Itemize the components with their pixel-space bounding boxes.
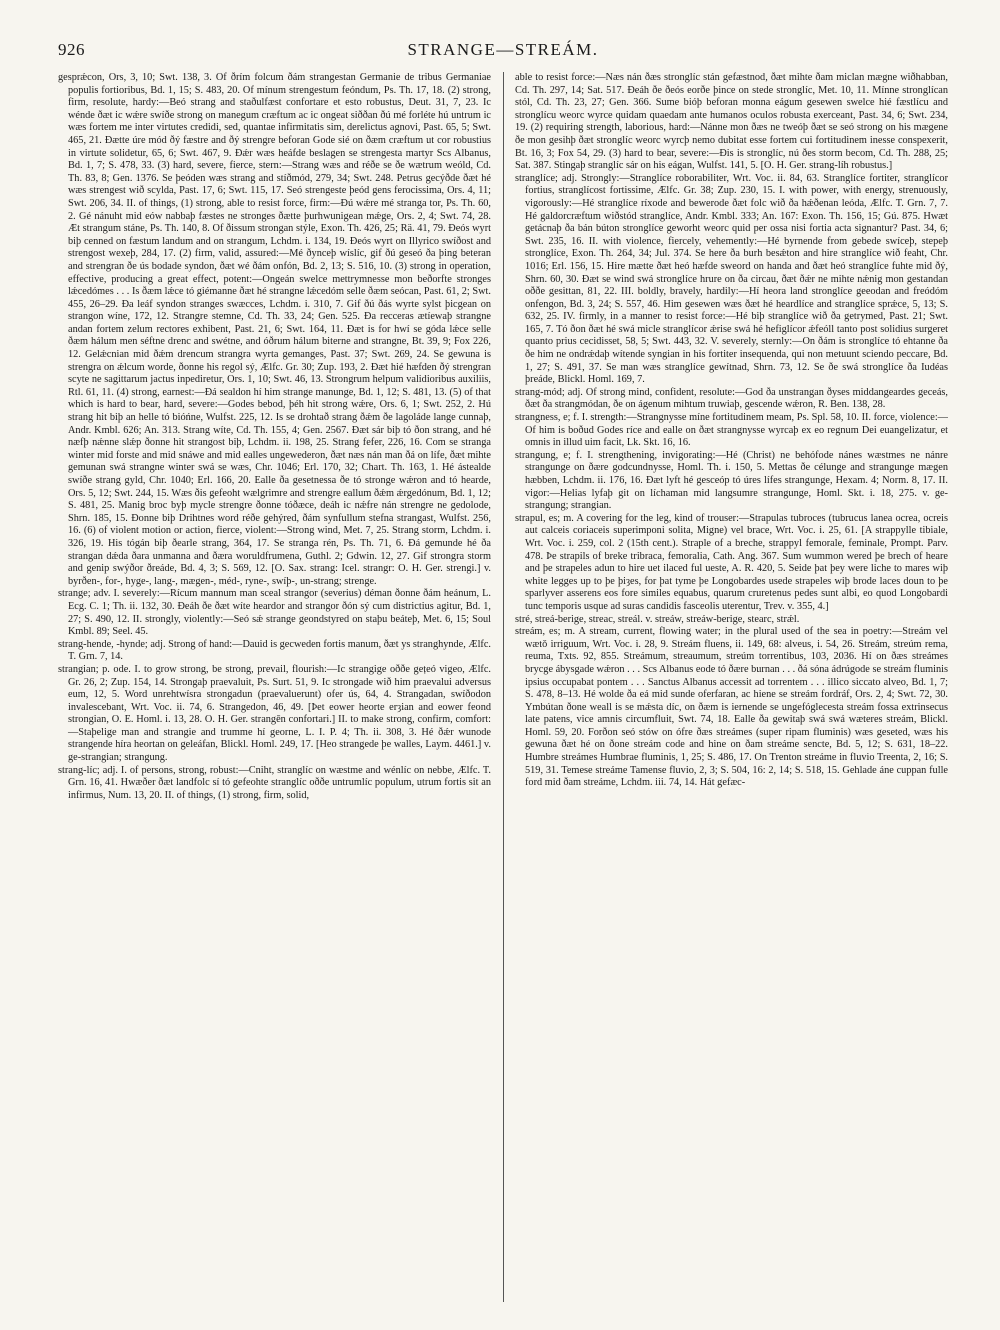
- entry-strang-hende: strang-hende, -hynde; adj. Strong of hand:—Dauid is gecweden fortis manum, ðæt ys stranghynde, Ælfc. T. Grn. 7, 14.: [58, 638, 491, 663]
- entry-strapul: strapul, es; m. A covering for the leg, kind of trouser:—Strapulas tubroces (tubrucus lanea ocrea, ocreis aut calceis coriaceis superimponi solita, Migne) vel brace, Wrt. Voc. i. 25, 61. [A strappylle tibiale, Wrt. Voc. i. 259, col. 2 (15th cent.). Straple of a breche, strappyl femorale, feminale, Prompt. Parv. 478. Þe strapils of breke tribraca, femoralia, Cath. Ang. 367. Sum wummon wered þe brech of heare and þe strapeles adun to hire uet ilaced ful ueste, A. R. 420, 5. Seide þat þey were liche to mares wiþ white legges up to þe þiȝes, for þat tyme þe Longobardes usede strapeles wiþ brode laces doun to þe sparlyver asserens eos fore similes equabus, quarum cruretenus pedes sunt albi, eo quod Longobardi tunc temporis usque ad suras candidis fasceolis uterentur, Trev. v. 355, 4.]: [515, 512, 948, 612]
- page-number: 926: [58, 40, 85, 59]
- column-divider: [503, 72, 504, 1302]
- entry-strang-lic: strang-líc; adj. I. of persons, strong, robust:—Cniht, stranglíc on wæstme and wénlíc on nebbe, Ælfc. T. Grn. 16, 41. Hwæðer ðæt landfolc sí tó gefeohte stranglíc oððe untrumlíc populum, utrum fortis sit an infirmus, Num. 13, 20. II. of things, (1) strong, firm, solid,: [58, 764, 491, 801]
- page-header: [58, 40, 948, 70]
- entry-strang-mod: strang-mód; adj. Of strong mind, confident, resolute:—God ða unstrangan ðyses middangeardes geceás, ðæt ða strangmódan, ðe on ágenum mihtum truwiaþ, gescende wǽron, R. Ben. 138, 28.: [515, 386, 948, 411]
- right-column: [515, 72, 948, 1302]
- entry-strang-continued: gesprǽcon, Ors, 3, 10; Swt. 138, 3. Of ðrím folcum ðám strangestan Germanie de tribus Germaniae populis fortioribus, Bd. 1, 15; S. 483, 20. Of mínum strengestum feóndum, Ps. Th. 17, 18. (2) strong, firm, resolute, hardy:—Beó strang and staðulfæst confortare et esto robustus, Deut. 31, 7, 23. Ic wénde ðæt ic wǽre swíðe strong on manegum cræftum ac ic ongeat siððan ðú mé forléte hú untrum ic wæs fortem me inter virtutes credidi, sed, quantae infirmitatis sim, derelictus agnovi, Past. 65, 5; Swt. 465, 21. Ðætte úre mód ðý fæstre and ðý strengre beforan Gode sié on ðæm cræftum ut cor robustius in virtute solidetur, 65, 6; Swt. 467, 9. Ðǽr wæs heáfde beslagen se strengesta martyr Scs Albanus, Bd. 1, 7; S. 478, 33. (3) hard, severe, fierce, stern:—Strang wæs and réðe se ðe wætrum weóld, Cd. Th. 83, 8; Gen. 1376. Se þeóden wæs strang and stíðmód, 279, 34; Swt. 248. Petrus gecýðde ðæt hé wæs strengest wið scylda, Past. 17, 6; Swt. 115, 17. Seó strengeste þeód gens ferocissima, Ors. 4, 11; Swt. 206, 34. II. of things, (1) strong, able to resist force, firm:—Ðú wǽre mé stranga tor, Ps. Th. 60, 2. Gé nánuht mid eów nabbaþ fæstes ne stronges ðætte þurhwunigean mǽge, Ors. 2, 4; Swt. 74, 28. Æt strangum stáne, Ps. Th. 140, 8. Of ðissum strongan stýle, Exon. Th. 426, 25; Rä. 41, 79. Ðeós wyrt biþ cenned on fæstum landum and on strangum, Lchdm. i. 134, 19. Ðeós wyrt on Illyrico swíðost and strengost wexeþ, 284, 17. (2) firm, valid, assured:—Mé ðynceþ wíslíc, gif ðú geseó ða þing beteran and strengran ðe ús bodade syndon, ðæt wé ðám onfón, Bd. 2, 13; S. 516, 10. (3) strong in operation, effective, producing a great effect, potent:—Ongeán swelce mettrymnesse mon beðorfte stronges lǽcedómes . . . Is ðæm lǽce tó giémanne ðæt hé strangne lǽcedóm selle ðæm seócan, Past. 61, 2; Swt. 455, 26–29. Ða leáf syndon stranges swæcces, Lchdm. i. 310, 7. Gif ðú ðás wyrte sylst þicgean on strangon wíne, 172, 12. Strangre stemne, Cd. Th. 33, 24; Gen. 525. Ða recceras ætíewaþ strangne andan fortem zelum rectores exhibent, Past. 21, 6; Swt. 164, 11. Ðæt is for hwí se góda lǽce selle ðæm hálum men séftne drenc and swétne, and óðrum hálum biterne and strangne, Bt. 39, 9; Fox 226, 12. Gelǽcnian mid ðǽm drencum strangra wyrta gemanges, Past. 37; Swt. 269, 24. Se gewuna is strengra on ǽlcum worde, ðonne his regol sý, Ælfc. Gr. 30; Zup. 193, 2. Ðæt hié hæfden ðý strengran scyte ne sagittarum jactus inpediretur, Ors. 1, 10; Swt. 46, 13. Strongrum helpum validioribus auxiliis, Rtl. 61, 11. (4) strong, earnest:—Ðá sealdon hí him strange manunge, Bd. 1, 12; S. 481, 13. (5) of that which is hard to bear, hard, severe:—Godes bebod, þéh hit strong wǽre, Ors. 6, 1; Swt. 252, 2. Hú strang hit biþ an helle tó bióńne, Wulfst. 225, 12. Is se drohtað strang ðǽm ðe lagoláde lange cunnaþ, Andr. Kmbl. 626; An. 313. Strang wíte, Cd. Th. 155, 4; Gen. 2567. Ðæt sár biþ tó ðon strang, and hé næfþ nǽnne slǽp ðonne hit strangost biþ, Lchdm. ii. 198, 25. Strang fefer, 226, 16. Com se stranga winter mid forste and mid snáwe and mid ealles ungewederon, ðæt næs nán man ðá on lífe, ðæt mihte gemunan swá strangne winter swá se wæs, Chr. 1046; Erl. 170, 32; Chart. Th. 163, 1. Hé ástealde swíðe strang gyld, Chr. 1040; Erl. 166, 20. Ealle ða gesetnessa ðe tó stronge wǽron and tó hearde, Ors. 5, 12; Swt. 244, 15. Wæs ðis gefeoht wælgrimre and strengre eallum ðǽm ǽrgedónum, Bd. 1, 12; S. 481, 25. Manig broc byþ mycle strengre ðonne tóðæce, deáh ic nǽfre nán strengre ne gedolode, Shrn. 185, 15. Ðonne biþ Drihtnes word réðe gehýred, ðám synfullum stefna strangast, Wulfst. 256, 16. (6) of violent motion or action, fierce, violent:—Strong wind, Met. 7, 25. Strang storm, Lchdm. i. 326, 19. His tógán biþ ðearle strang, 364, 17. Se stranga rén, Ps. Th. 71, 6. Ðá gemunde hé ða strangan dǽda ðara unmanna and ðæra woruldfrumena, Guthl. 2; Gdwin. 12, 27. Gif strongra storm and genip swýðor ðreáde, Bd. 4, 3; S. 569, 12. [O. Sax. strang: Icel. strangr: O. H. Ger. strengi.] v. byrðen-, for-, hyge-, lang-, mægen-, méd-, ryne-, swíþ-, un-strang; strenge.: [58, 72, 491, 587]
- running-head: STRANGE—STREÁM.: [407, 40, 599, 59]
- left-column: [58, 72, 491, 1302]
- entry-strangian: strangian; p. ode. I. to grow strong, be strong, prevail, flourish:—Ic strangige oððe gețeó vigeo, Ælfc. Gr. 26, 2; Zup. 154, 14. Strongaþ praevaluit, Ps. Surt. 51, 9. Ic strongade wið him praevalui adversus eum, 12, 5. Word unrehtwísra strongadun (praevaluerunt) ofer ús, 64, 4. Strangadan, swíðodon invalescebant, Wrt. Voc. ii. 74, 6. Strangedon, 46, 49. [Þet eower heorte erȝian and eower feond strongian, O. E. Homl. i. 13, 28. O. H. Ger. strangēn confortari.] II. to make strong, confirm, comfort:—Staþelige man and strangie and trumme hí georne, L. I. P. 4; Th. ii. 308, 3. Hé ðǽr wunode strangende híra heortan on geleáfan, Blickl. Homl. 249, 17. [Heo strangede þe walles, Laym. 4461.] v. ge-strangian; strangung.: [58, 663, 491, 764]
- entry-strang-lic-continued: able to resist force:—Næs nán ðæs stronglíc stán gefæstnod, ðæt mihte ðam miclan mægne wiðhabban, Cd. Th. 297, 14; Sat. 517. Ðeáh ðe ðeós eorðe þince on stede stronglíc, Met. 10, 11. Mínne stronglícan stól, Cd. Th. 23, 27; Gen. 366. Sume bióþ beforan monna eágum gesewen swelce hié fæstlícu and stronglícu weorc wyrce quidam quaedam ante humanos oculos robusta exerceant, Past. 34, 6; Swt. 234, 19. (2) requiring strength, laborious, hard:—Nánne mon ðæs ne tweóþ ðæt se seó strong on his mægene ðe mon gesihþ ðæt stronglíc weorc wyrcþ nemo dubitat esse fortem cui fortitudinem inesse conspexerit, Bt. 16, 3; Fox 54, 29. (3) hard to bear, severe:—Ðis is stronglíc, nú ðes storm becom, Cd. Th. 288, 25; Sat. 387. Stingaþ stranglíc sár on his eágan, Wulfst. 141, 5. [O. H. Ger. strang-líh robustus.]: [515, 72, 948, 172]
- entry-strange: strange; adv. I. severely:—Rícum mannum man sceal strangor (severius) déman ðonne ðám heánum, L. Ecg. C. 1; Th. ii. 132, 30. Ðeáh ðe ðæt wíte heardor and strangor ðón sý cum districtius agitur, Bd. 1, 27; S. 490, 12. II. strongly, violently:—Seó sǽ strange geondstyred on staþu beáteþ, Met. 6, 15; Soul Kmbl. 89; Seel. 45.: [58, 588, 491, 638]
- entry-stre-crossref: stré, streá-berige, streac, streál. v. streáw, streáw-berige, stearc, strǽl.: [515, 613, 800, 625]
- entry-strangness: strangness, e; f. I. strength:—Strangnysse míne fortitudinem meam, Ps. Spl. 58, 10. II. force, violence:—Of him is boðud Godes ríce and ealle on ðæt strangnysse wyrcaþ ex eo regnum Dei euangelizatur, et omnis in illud uim facit, Lk. Skt. 16, 16.: [515, 412, 948, 449]
- entry-stream: streám, es; m. A stream, current, flowing water; in the plural used of the sea in poetry:—Streám vel wætǒ irriguum, Wrt. Voc. i. 28, 9. Streám fluens, ii. 149, 68: alveus, i. 54, 26. Streám, streúm rema, reuma, Txts. 92, 855. Streámum, streaumum, streúm torrentibus, 103, 2036. Hí on ðæs streámes brycge ábysgade wǽron . . . Scs Albanus eode tó ðære burnan . . . ðá sóna ádrúgode se streám fluminis ipsius occupabat pontem . . . Sanctus Albanus accessit ad torrentem . . . illico siccato alveo, Bd. 1, 7; S. 478, 8–13. Hé wolde ða eá mid sunde oferfaran, ac hiene se streám fordráf, Ors. 2, 4; Swt. 72, 30. Ymbútan ðone weall is se mǽsta díc, on ðæm is iernende se ungefóglecesta streám fossa extrinsecus late patens, vice amnis circumfluit, Swt. 74, 18. Ealle ða gewitaþ swá swá wæteres streám, Blickl. Homl. 59, 20. Forðon seó stów on ófre ðæs streámes (super ripam fluminis) wæs geseted, wæs his gewuna ðæt hé on ðone streám code and hine on ðam streáme sencte, Bd. 5, 12; S. 631, 18–22. Humbre streámes Humbrae fluminis, 1, 25; S. 486, 17. On Trenton streáme in fluvio Treenta, 2, 16; S. 519, 31. Temese streáme Tamense fluvio, 2, 3; S. 504, 16: 2, 14; S. 518, 15. Gehlade áne cuppan fulle ford mid ðam streáme, Lchdm. iii. 74, 14. Hát gefæc-: [515, 626, 948, 789]
- entry-strangLice: stranglíce; adj. Strongly:—Stranglíce roborabiliter, Wrt. Voc. ii. 84, 63. Stranglíce fortiter, stranglícor fortius, stranglícost fortissime, Ælfc. Gr. 38; Zup. 230, 15. I. with power, with energy, strenuously, vigorously:—Hé stranglíce ríxode and bewerode ðæt folc wið ða hǽðenan leóda, Ælfc. T. Grn. 7, 7. Hé galdorcræftum wiðstód stranglíce, Andr. Kmbl. 333; An. 167: Exon. Th. 156, 15; Gú. 875. Hwæt getácnaþ ða bán búton stronglíce geworht weorc quid per ossa nisi fortia acta signantur? Past. 34, 6; Swt. 235, 16. II. with violence, fiercely, vehemently:—Hé byrnende from gebede swíceþ, stepeþ stronglíce, Exon. Th. 264, 34; Jul. 374. Se here ða burh besǽton and hire stranglíce wið feaht, Chr. 1016; Erl. 156, 15. Hire mætte ðæt heó hæfde sweord on handa and ðæt heó stranglíce fuhte mid ðý, Shrn. 60, 30. Ðæt se wind swá stronglíce hrure on ða circau, ðæt ðǽr ne mihte nǽnig mon gestandan oððe gesittan, 81, 22. III. boldly, bravely, hardily:—Hí heora land stronglíce geeodan and freódóm onfengon, Bd. 3, 24; S. 557, 46. Him gesewen wæs ðæt hé heardlíce and stranglíce sprǽce, 5, 13; S. 632, 25. IV. firmly, in a manner to resist force:—Hé biþ stranglíce wið ða getrymed, Past. 21; Swt. 165, 7. Tó ðon ðæt hé swá micle stranglícor ǽrise swá hé hefiglícor ǽfeóll tanto post solidius surgeret quanto prius cecidisset, 58, 5; Swt. 443, 32. V. severely, sternly:—On ðám is stronglíce tó ehtanne ða ðe him ne ondrǽdaþ wítende syngian in his fortiter insequenda, qui non metuunt sciendo peccare, Bd. 1, 27; S. 491, 37. Se man wæs stranglíce gewítnad, Shrn. 73, 12. Se ðe swá stronglíce ða Iudéas þreáde, Blickl. Homl. 169, 7.: [515, 172, 948, 386]
- text-columns: [58, 72, 948, 1302]
- dictionary-page: [58, 40, 948, 1305]
- entry-strangung: strangung, e; f. I. strengthening, invigorating:—Hé (Christ) ne behófode nánes wæstmes ne nánre strangunge on ðære godcundnysse, Homl. Th. i. 150, 5. Mettas ðe célunge and strangunge mægen hæbben, Lchdm. ii. 176, 16. Ðæt lyft hé gesceóp tó úres lífes strangunge, Hexam. 4; Norm. 8, 17. II. vigor:—Helias lyfaþ git on líchaman mid langsumre strangunge, Homl. Skt. i. 18, 275. v. ge-strangung; strangian.: [515, 449, 948, 512]
